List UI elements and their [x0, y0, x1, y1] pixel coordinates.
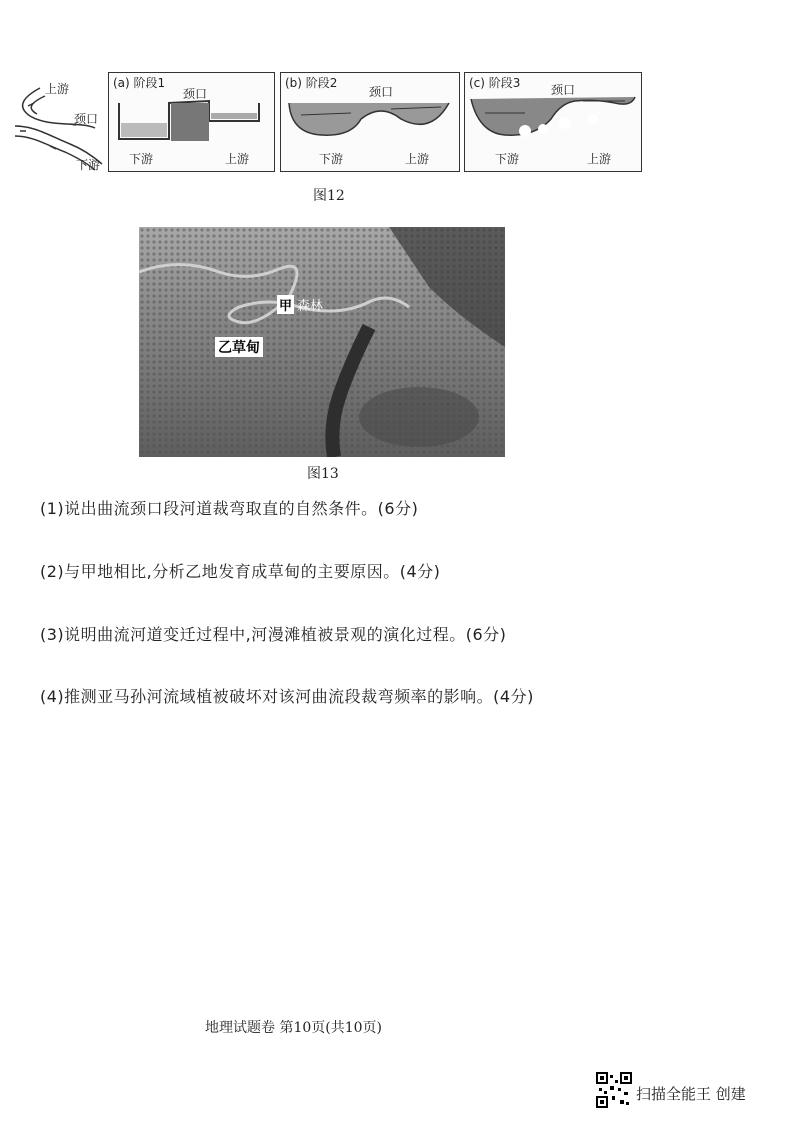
- page-footer: 地理试题卷 第10页(共10页): [205, 1020, 383, 1036]
- label-jia-mark: 甲: [277, 295, 294, 314]
- panel-c-neck: 颈口: [551, 83, 576, 97]
- panel-c-upstream: 上游: [587, 152, 612, 166]
- scanner-watermark-text: 扫描全能王 创建: [636, 1085, 746, 1103]
- inset-downstream: 下游: [76, 158, 101, 172]
- label-forest: 森林: [297, 299, 324, 314]
- panel-stage-2: [280, 72, 460, 172]
- inset-neck: 颈口: [74, 112, 99, 126]
- inset-upstream: 上游: [45, 82, 70, 96]
- figure-12-caption: 图12: [313, 188, 345, 204]
- panel-c-label: (c) 阶段3: [469, 76, 521, 90]
- panel-b-downstream: 下游: [319, 152, 344, 166]
- question-3: (3)说明曲流河道变迁过程中,河漫滩植被景观的演化过程。(6分): [40, 625, 507, 644]
- aerial-landscape: [139, 227, 505, 457]
- question-1: (1)说出曲流颈口段河道裁弯取直的自然条件。(6分): [40, 499, 419, 518]
- qr-code-icon: [596, 1072, 632, 1108]
- panel-b-upstream: 上游: [405, 152, 430, 166]
- panel-a-upstream: 上游: [225, 152, 250, 166]
- question-2: (2)与甲地相比,分析乙地发育成草甸的主要原因。(4分): [40, 562, 441, 581]
- figure-12: [10, 66, 650, 176]
- panel-a-neck: 颈口: [183, 87, 208, 101]
- panel-a-downstream: 下游: [129, 152, 154, 166]
- panel-b-label: (b) 阶段2: [285, 76, 338, 90]
- question-4: (4)推测亚马孙河流域植被破坏对该河曲流段裁弯频率的影响。(4分): [40, 687, 534, 706]
- figure-13-caption: 图13: [307, 466, 339, 482]
- panel-b-neck: 颈口: [369, 85, 394, 99]
- panel-stage-3: [464, 72, 642, 172]
- panel-a-label: (a) 阶段1: [113, 76, 166, 90]
- figure-13-aerial-photo: [139, 227, 505, 457]
- meander-inset: [10, 66, 105, 176]
- panel-c-downstream: 下游: [495, 152, 520, 166]
- panel-stage-1: [108, 72, 275, 172]
- label-yi-meadow: 乙草甸: [215, 337, 263, 357]
